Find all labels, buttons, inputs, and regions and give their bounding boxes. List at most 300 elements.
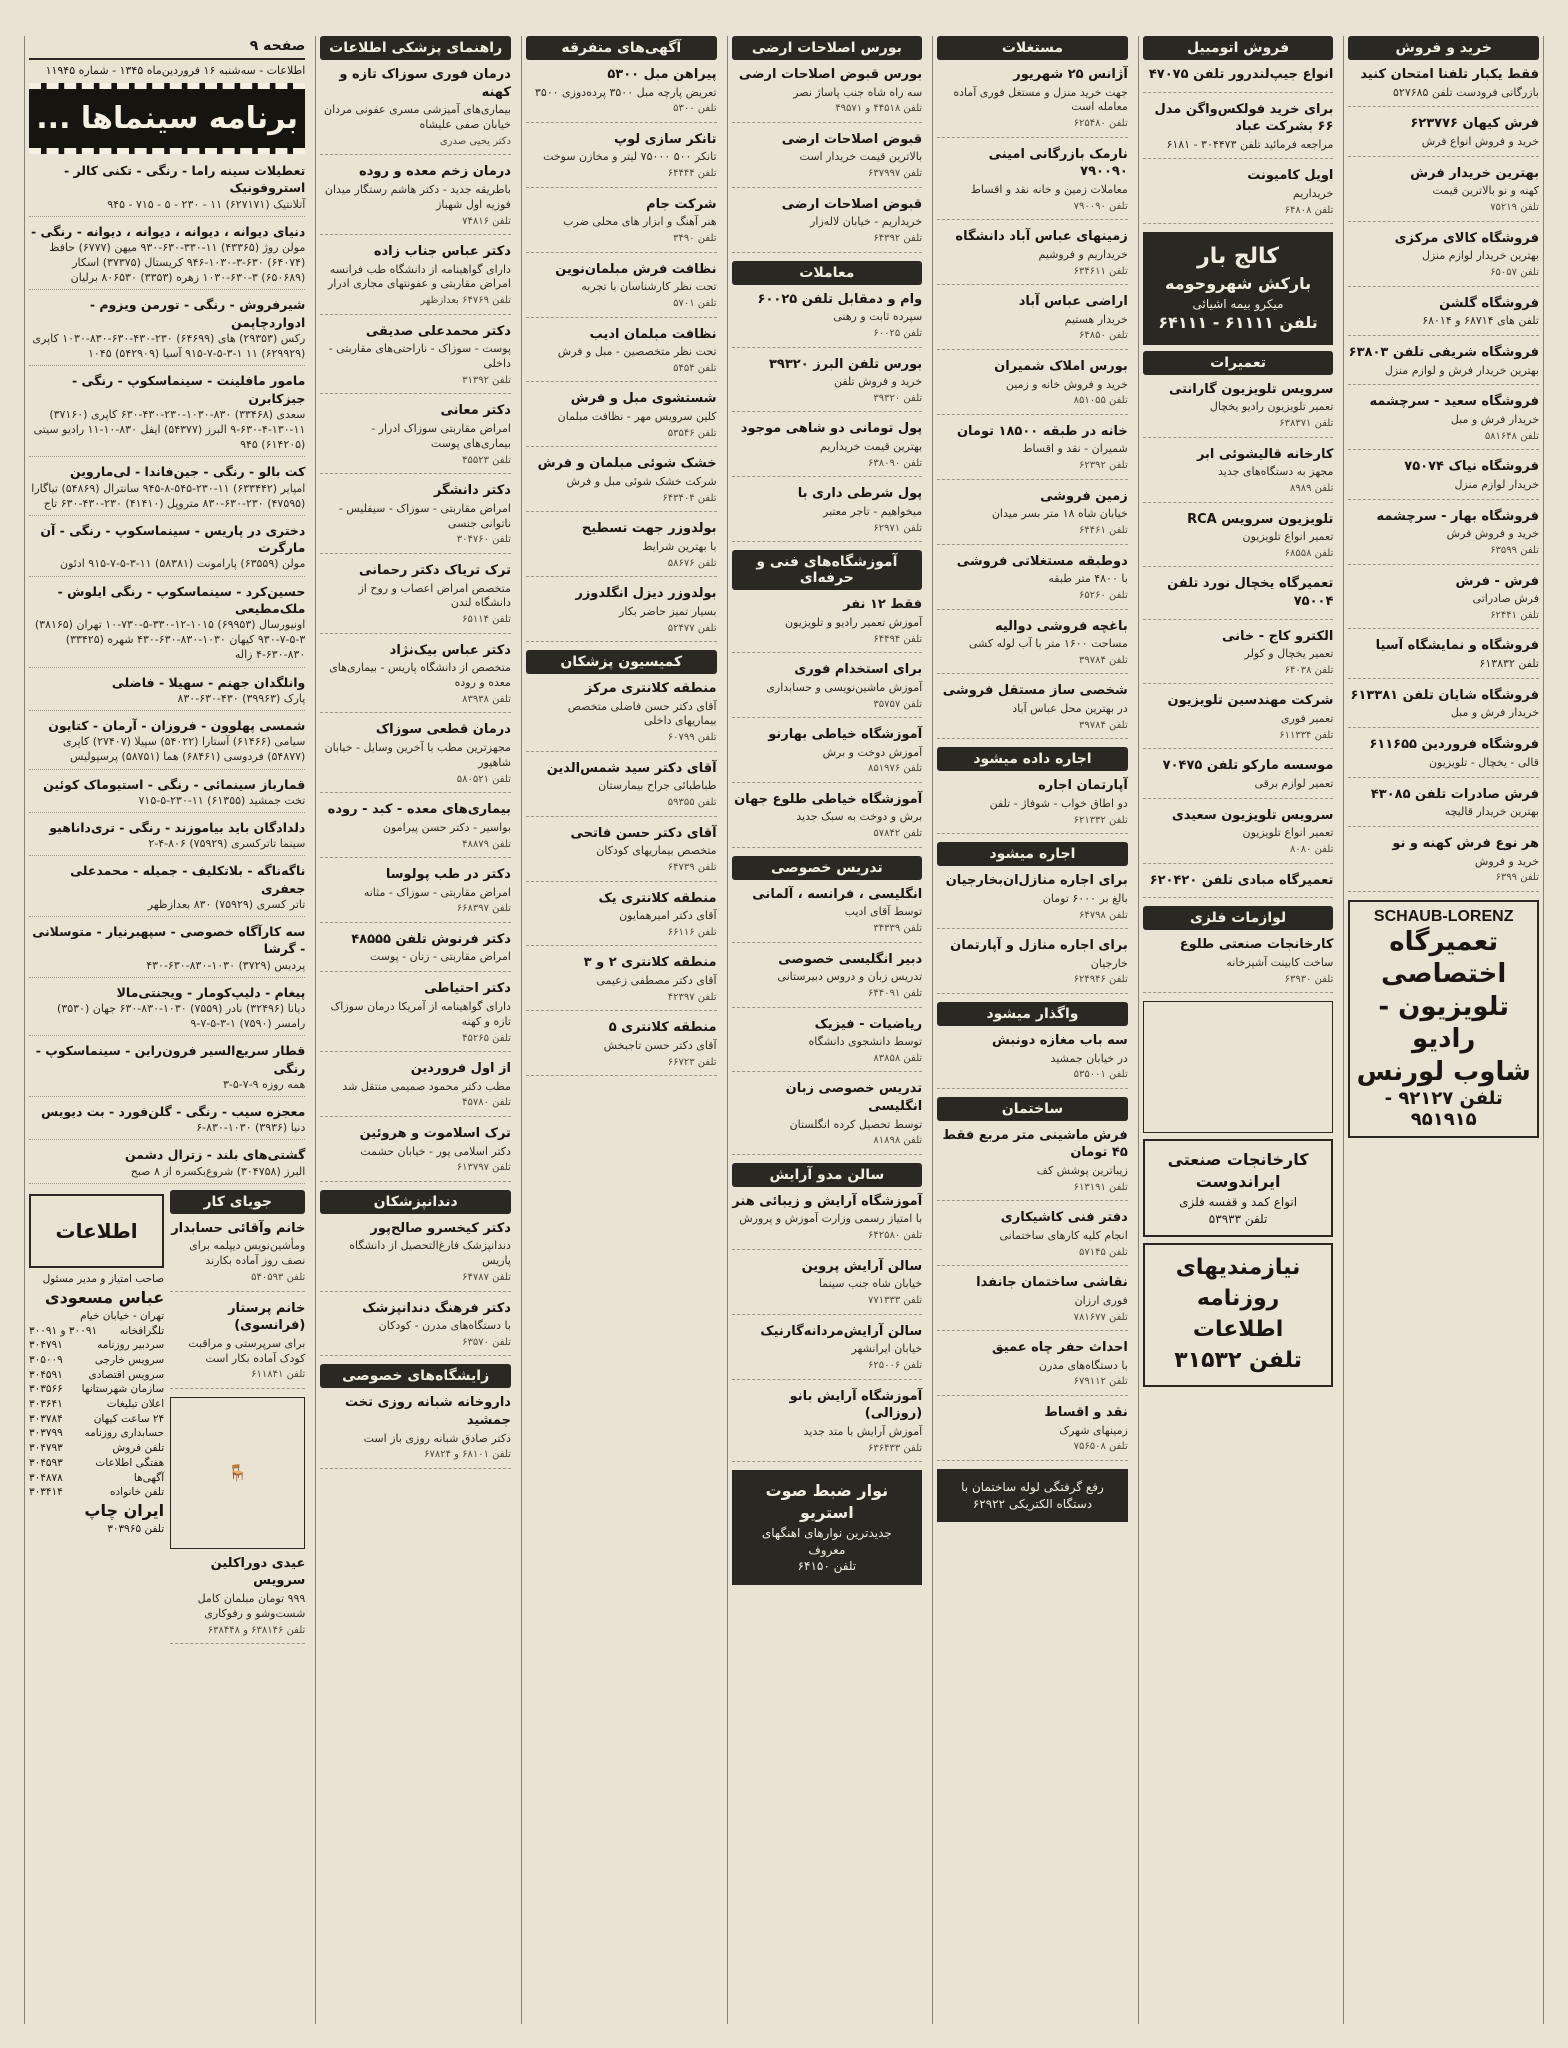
ad-contact: تلفن ۴۵۵۲۳ (462, 454, 511, 466)
cinema-listing (29, 296, 305, 366)
film-showtimes: رکس (۲۹۳۵۳) های (۶۴۶۹۹) ۲۳۰-۴۳۰-۶۳۰-۸۳۰-۱۰۳۰ کاپری (۶۲۹۹۲۹) ۱۱ ۱-۳-۵-۷-۹۱۵ آسیا (۵۴۲۹۰۹) ۱۰۴۵ (32, 331, 306, 361)
ad-title: ریاضیات - فیزیک (814, 1016, 923, 1032)
columns (24, 36, 1544, 2024)
rentals-header: مستغلات (937, 36, 1128, 60)
contact-row (29, 1324, 164, 1339)
contact-number: ۳۰۴۷۹۳ (28, 1442, 63, 1455)
classified-ad (732, 485, 923, 542)
wanted-rent-header: اجاره میشود (937, 842, 1128, 866)
cinema-listing (29, 717, 305, 770)
ad-body: کهنه و نو بالاترین قیمت (1432, 184, 1539, 198)
classified-ad (937, 146, 1128, 220)
classified-ad (170, 1220, 305, 1292)
jobs-header: جویای کار (170, 1190, 305, 1214)
classified-ad (1143, 446, 1334, 503)
film-showtimes: سیامی (۶۱۴۶۶) آستارا (۵۴۰۲۲) سپیلا (۲۷۴۰۷) کاپری (۵۴۸۷۷) فردوسی (۶۸۴۶۱) هما (۵۸۷۵۱) پرسپولیس (62, 735, 306, 764)
classified-ad (320, 721, 511, 793)
printer-name: ایران چاپ (84, 1500, 165, 1520)
classified-ad (526, 1019, 717, 1076)
appliances-header: لوازمات فلزی (1143, 906, 1334, 930)
classified-ad (1143, 757, 1334, 798)
ad-title: آموزشگاه آرایش و زیبائی هنر (732, 1193, 923, 1209)
ad-title: بولدوزر جهت تسطیح (581, 521, 717, 537)
contact-number: ۳۰۴۵۹۳ (28, 1456, 63, 1469)
classified-ad (732, 726, 923, 783)
classified-ad (732, 1258, 923, 1315)
classified-ad (732, 886, 923, 943)
classified-ad (732, 1323, 923, 1380)
needs-line-2: روزنامه اطلاعات (1192, 1286, 1284, 1342)
contact-label: سازمان شهرستانها (81, 1383, 165, 1396)
ad-contact: تلفن ۶۴۷۳۹ (667, 862, 717, 874)
ad-body: سپرده ثابت و رهنی (833, 310, 923, 324)
column-cars-repairs (1138, 36, 1338, 2024)
ad-body: تحت نظر متخصصین - مبل و فرش (557, 345, 717, 359)
ad-body: ۹۹۹ تومان مبلمان کامل شست‌وشو و رفوکاری (197, 1592, 306, 1620)
ad-title: دکتر محمدعلی صدیقی (365, 323, 511, 339)
ad-body: توسط دانشجوی دانشگاه (808, 1035, 923, 1049)
ad-title: فرش صادرات تلفن ۴۳۰۸۵ (1370, 786, 1539, 802)
ad-title: دکتر دانشگر (433, 483, 511, 499)
ad-contact: تلفن ۳۹۷۸۴ (1078, 654, 1128, 666)
ad-title: فقط ۱۲ نفر (843, 597, 923, 613)
cinema-listing (29, 223, 305, 291)
ad-body: دکتر اسلامی پور - خیابان حشمت (360, 1144, 511, 1158)
ad-contact: تلفن ۶۵۱۱۴ (462, 614, 511, 626)
owner-label: صاحب امتیاز و مدیر مسئول (42, 1272, 165, 1285)
ad-body: توسط آقای ادیب (844, 905, 923, 919)
ad-contact: تلفن ۵۸۱۶۴۸ (1484, 430, 1539, 442)
ad-contact: تلفن ۶۱۱۸۴۱ (251, 1369, 306, 1381)
ad-contact: تلفن ۵۷۰۱ (673, 298, 717, 310)
stereo-title: نوار ضبط صوت استریو (765, 1481, 889, 1523)
film-showtimes: البرز (۳۰۴۷۵۸) شروع‌یکسره از ۸ صبح (130, 1164, 306, 1178)
ad-contact: تلفن ۶۲۵۴۸۰ (1073, 118, 1128, 130)
classified-ad (1348, 66, 1539, 107)
ad-body: با بهترین شرایط (642, 539, 717, 553)
ad-contact: تلفن ۵۷۱۴۵ (1078, 1246, 1128, 1258)
ad-body: برش و دوخت به سبک جدید (796, 810, 923, 824)
contact-label: سرویس خارجی (94, 1354, 165, 1367)
ad-body: بیماری‌های آمیزشی مسری عفونی مردان خیابان صفی علیشاه (324, 103, 511, 131)
ad-body: تعمیر انواع تلویزیون (1242, 826, 1334, 840)
ad-title: کارخانه قالیشوئی ابر (1196, 446, 1334, 462)
classified-ad (1143, 167, 1334, 224)
ad-contact: تلفن ۸۵۱۹۷۶ (867, 763, 923, 775)
cinema-listing (29, 862, 305, 917)
contact-label: هفتگی اطلاعات (95, 1456, 165, 1469)
ad-body: آموزش آرایش با متد جدید (803, 1424, 923, 1438)
issue-line: اطلاعات - سه‌شنبه ۱۶ فروردین‌ماه ۱۳۴۵ - شماره ۱۱۹۴۵ (45, 64, 306, 77)
ad-contact: تلفن ۶۷۹۱۱۲ (1073, 1376, 1128, 1388)
classified-ad (320, 980, 511, 1052)
cleaning-ad (170, 1555, 305, 1644)
ad-contact: تلفن ۶۰۷۹۹ (667, 732, 717, 744)
column-buy-sell (1343, 36, 1544, 2024)
film-title: شیرفروش - رنگی - تورمن ویزوم - ادواردچاپمن (89, 297, 306, 330)
cinema-listing (29, 1103, 305, 1140)
ad-contact: تلفن ۶۴۸۰۸ (1284, 204, 1334, 216)
film-showtimes: پارک (۳۹۹۶۳) ۴۳۰-۶۳۰-۸۳۰ (177, 691, 306, 705)
contact-label: سرویس اقتصادی (88, 1368, 165, 1381)
ad-title: نارمک بازرگانی امینی ۷۹۰۰۹۰ (988, 146, 1128, 180)
classified-ad (732, 661, 923, 718)
ad-contact: تلفن ۶۲۵۰۰۶ (867, 1360, 923, 1372)
ad-body: با امتیاز رسمی وزارت آموزش و پرورش (739, 1212, 923, 1226)
film-showtimes: همه روزه ۹-۷-۵-۳ (222, 1077, 306, 1091)
ad-contact: تلفن ۴۸۸۷۹ (462, 838, 511, 850)
buy-sell-header: خرید و فروش (1348, 36, 1539, 60)
classified-ad (732, 1016, 923, 1073)
classified-ad (526, 455, 717, 512)
ad-contact: تلفن ۶۴۴۰۹۱ (867, 988, 923, 1000)
film-title: معجزه سیب - رنگی - گلن‌فورد - بت دیویس (41, 1104, 306, 1120)
film-title: قمارباز سینمائی - رنگی - استیوماک کوئین (43, 776, 306, 792)
ad-title: دکتر فرنوش تلفن ۴۸۵۵۵ (351, 931, 511, 947)
contact-number: ۳۰۴۵۹۱ (28, 1368, 63, 1381)
owner-address: تهران - خیابان خیام (80, 1309, 165, 1322)
ad-body: بسیار تمیز حاضر بکار (619, 604, 717, 618)
ad-contact: تلفن ۳۹۳۲۰ (873, 392, 923, 404)
classified-ad (1348, 508, 1539, 565)
ad-body: مجهز به دستگاه‌های جدید (1218, 465, 1334, 479)
classified-ad (937, 488, 1128, 545)
ad-title: آقای دکتر حسن فاتحی (570, 825, 717, 841)
ad-title: تعمیرگاه یخچال نورد تلفن ۷۵۰۰۴ (1167, 576, 1334, 609)
ad-body: تانکر ۵۰۰ ۷۵۰۰۰ لیتر و مخازن سوخت (543, 150, 717, 164)
ad-title: درمان قطعی سوزاک (375, 722, 511, 738)
ad-title: درمان فوری سوزاک تازه و کهنه (339, 67, 511, 100)
ad-title: پول شرطی داری با (797, 486, 923, 502)
cinema-list (29, 162, 305, 1184)
contact-number: ۳۰۳۷۸۴ (28, 1412, 63, 1425)
ad-title: آموزشگاه آرایش بانو (روزالی) (789, 1388, 923, 1422)
ad-contact: تلفن ۶۳۵۹۹ (1490, 545, 1539, 557)
film-title: قطار سریع‌السیر فرون‌راین - سینماسکوپ - رنگی (35, 1043, 306, 1076)
ad-title: بهترین خریدار فرش (1410, 165, 1539, 181)
ad-title: آموزشگاه خیاطی طلوع جهان (734, 791, 923, 807)
ad-body: بهترین قیمت خریداریم (820, 440, 923, 453)
ad-contact: تلفن ۷۵۲۱۹ (1490, 202, 1539, 214)
classified-ad (937, 1209, 1128, 1266)
film-title: دختری در پاریس - سینماسکوپ - رنگی - آن مارگرت (40, 522, 306, 556)
ad-contact: تلفن ۶۴۰۳۸ (1284, 664, 1334, 676)
ad-contact: تلفن ۵۷۸۴۲ (873, 828, 923, 840)
film-title: ناگه‌ناگه - بلاتکلیف - جمیله - محمدعلی جعفری (70, 863, 306, 896)
classified-ad (937, 423, 1128, 480)
salons-header: سالن مدو آرایش (732, 1163, 923, 1187)
ad-contact: تلفن ۳۴۳۳۹ (873, 923, 923, 935)
classified-ad (1348, 230, 1539, 287)
ad-body: خریدار فرش و مبل (1450, 706, 1539, 720)
ad-title: فرش ماشینی متر مربع فقط ۴۵ تومان (942, 1127, 1128, 1161)
contact-row (29, 1426, 164, 1441)
cinema-listing (29, 1042, 305, 1097)
ad-title: داروخانه شبانه روزی تخت جمشید (344, 1395, 511, 1429)
ad-contact: تلفن ۶۲۴۹۴۶ (1073, 974, 1128, 986)
college-bar-phone: تلفن ۶۱۱۱۱ - ۶۴۱۱۱ (1158, 313, 1318, 333)
clinics-header: کمیسیون پزشکان (526, 650, 717, 674)
column-misc-clinics (521, 36, 721, 2024)
ad-title: فروشگاه کالای مرکزی (1394, 230, 1539, 246)
film-showtimes: سینما تاترکسری (۷۵۹۲۹) ۸۰۶-۴-۲ (148, 837, 306, 851)
ad-title: خانه در طبقه ۱۸۵۰۰ تومان (956, 423, 1128, 439)
ad-body: خرید و فروش تلفن (833, 375, 923, 389)
ad-title: منطقه کلانتری ۵ (608, 1020, 717, 1036)
ad-title: منطقه کلانتری یک (598, 890, 717, 906)
ad-contact: تلفن ۷۷۱۳۳۳ (867, 1295, 923, 1307)
classified-ad (320, 482, 511, 554)
classified-ad (732, 291, 923, 348)
cinema-listing (29, 1146, 305, 1183)
ad-body: هنر آهنگ و ابزار های محلی ضرب (563, 215, 717, 229)
cinema-listing (29, 776, 305, 813)
ad-title: از اول فروردین (410, 1061, 511, 1077)
ad-body: امراض مقاربتی - سوزاک - مثانه (363, 885, 511, 899)
ad-contact: تلفن ۶۳۸۳۷۱ (1279, 418, 1334, 430)
ad-title: اویل کامیونت (1247, 168, 1334, 184)
ad-body: آقای دکتر مصطفی زعیمی (596, 973, 717, 987)
ad-contact: تلفن ۶۴۴۶۱ (1078, 525, 1128, 537)
ad-body: بازرگانی فرودست تلفن ۵۲۷۶۸۵ (1393, 85, 1539, 99)
ad-title: فروشگاه و نمایشگاه آسیا (1375, 638, 1539, 654)
film-title: تعطیلات سینه راما - رنگی - تکنی کالر - استروفونیک (63, 163, 306, 196)
classified-ad (1348, 835, 1539, 892)
ad-body: دندانپزشک فارغ‌التحصیل از دانشگاه پاریس (349, 1239, 511, 1268)
ad-title: فرش - فرش (1455, 573, 1539, 589)
classified-ad (732, 596, 923, 653)
ad-title: انگلیسی ، فرانسه ، آلمانی (752, 886, 923, 902)
ad-contact: تلفن ۶۶۷۲۳ (667, 1056, 717, 1068)
ad-contact: تلفن ۶۱۳۷۹۷ (456, 1162, 511, 1174)
ad-body: آموزش ماشین‌نویسی و حسابداری (766, 680, 923, 694)
owner-name: عباس مسعودی (44, 1287, 165, 1307)
ad-contact: تلفن ۵۳۵۰۰۱ (1073, 1069, 1128, 1081)
ad-contact: تلفن ۶۳۹۹ (1495, 872, 1539, 884)
classified-ad (526, 66, 717, 123)
ad-body: خرید و فروش فرش (1446, 527, 1539, 541)
ad-title: فروشگاه شریفی تلفن ۶۳۸۰۳ (1348, 344, 1539, 360)
ad-title: فروشگاه شایان تلفن ۶۱۳۳۸۱ (1350, 687, 1539, 703)
tv-line-3: شاوب لورنس (1356, 1056, 1531, 1087)
dentists-header: دندانپزشکان (320, 1190, 511, 1214)
classified-ad (1348, 687, 1539, 728)
ad-title: سرویس تلویزیون گارانتی (1168, 381, 1334, 397)
classified-ad (526, 825, 717, 882)
ad-title: بیماری‌های معده - کبد - روده (327, 802, 511, 818)
ad-contact: تلفن ۳۵۷۵۷ (873, 698, 923, 710)
classified-ad (320, 562, 511, 634)
ad-body: قالی - یخچال - تلویزیون (1429, 755, 1539, 769)
ad-title: شرکت جام (646, 196, 717, 212)
ad-body: آقای دکتر امیرهمایون (619, 909, 717, 923)
classified-ad (1143, 872, 1334, 899)
ad-title: دکتر فرهنگ دندانپزشک (362, 1300, 511, 1316)
classified-ad (320, 323, 511, 395)
ad-title: درمان زخم معده و روده (359, 164, 511, 180)
film-showtimes: سعدی (۳۳۴۶۸) ۸۳۰-۱۰۳۰-۲۳۰-۴۳۰-۶۳۰ کاپری (۳۷۱۶۰) ۱۱-۱۳۰-۴-۶۳۰-۹ البرز (۵۴۳۷۷) ایفل ۸۳۰-۱۰-۱۱ رادیو سیتی (۶۱۴۲۰۵) ۹۴۵ (33, 407, 306, 452)
ad-title: بورس تلفن البرز ۳۹۳۲۰ (768, 356, 923, 372)
column-cinemas (24, 36, 309, 2024)
ad-body: مساحت ۱۶۰۰ متر با آب لوله کشی (968, 637, 1128, 651)
classified-ad (170, 1300, 305, 1389)
iranstrust-body: انواع کمد و قفسه فلزی (1179, 1194, 1298, 1209)
ad-body: مراجعه فرمائید تلفن ۳۰۴۴۷۳ - ۶۱۸۱ (1166, 137, 1334, 151)
ad-body: فوری ارزان (1074, 1293, 1128, 1307)
ad-body: تعمیر یخچال و کولر (1244, 647, 1334, 661)
classified-ad (526, 390, 717, 447)
doctors-header: راهنمای پزشکی اطلاعات (320, 36, 511, 60)
ad-body: سه راه شاه جنب پاساژ نصر (793, 85, 923, 99)
ad-body: انجام کلیه کارهای ساختمانی (999, 1228, 1128, 1242)
classified-ad (937, 358, 1128, 415)
ad-body: خرید و فروش خانه و زمین (1005, 377, 1128, 391)
ad-title: سالن آرایش پروین (801, 1258, 923, 1274)
classified-ad (1143, 936, 1334, 993)
ad-title: تدریس خصوصی زبان انگلیسی (785, 1081, 923, 1115)
ad-title: فروشگاه بهار - سرچشمه (1376, 508, 1539, 524)
cinema-listing (29, 162, 305, 217)
ad-body: امراض مقاربتی سوزاک ادرار - بیماری‌های پوست (371, 422, 511, 450)
ad-body: خریداریم (1292, 187, 1334, 201)
ad-title: باغچه فروشی دوالیه (994, 618, 1128, 634)
ad-body: زیباترین پوشش کف (1036, 1163, 1128, 1177)
classified-ad (937, 66, 1128, 138)
ad-title: انواع جیپ‌لندرور تلفن ۴۷۰۷۵ (1148, 67, 1334, 82)
ad-title: کارخانجات صنعتی طلوع (1179, 937, 1334, 953)
classified-ad (320, 1125, 511, 1182)
ad-body: بهترین خریدار قالیچه (1444, 805, 1539, 819)
film-showtimes: تخت جمشید (۶۱۳۵۵) ۱۱-۲۳۰-۵-۷۱۵ (138, 793, 306, 807)
stereo-phone: تلفن ۶۴۱۵۰ (797, 1559, 857, 1574)
ad-body: خرید و فروش (1474, 854, 1539, 868)
film-title: سه کارآگاه خصوصی - سپهبرنیار - متوسلانی - گرشا (32, 924, 306, 957)
ad-contact: تلفن ۴۲۳۹۷ (667, 991, 717, 1003)
ad-title: آژانس ۲۵ شهریور (1013, 67, 1128, 82)
ad-body: تلفن های ۶۸۷۱۴ و ۶۸۰۱۴ (1422, 314, 1539, 328)
ad-title: فقط یکبار تلفنا امتحان کنید (1360, 67, 1539, 82)
ad-body: بالاترین قیمت خریدار است (799, 150, 923, 164)
classified-ad (732, 951, 923, 1008)
ad-title: فروشگاه فروردین ۶۱۱۶۵۵ (1369, 737, 1539, 753)
contact-label: ۲۴ ساعت کیهان (93, 1412, 165, 1425)
ad-body: دارای گواهینامه از دانشگاه طب فرانسه امراض مقاربتی و عفونتهای مجاری ادرار (327, 262, 511, 291)
for-rent-header: اجاره داده میشود (937, 747, 1128, 771)
ad-contact: تلفن ۷۹۰۰۹۰ (1073, 200, 1128, 212)
ad-contact: تلفن ۴۵۷۸۰ (462, 1097, 511, 1109)
classified-ad (1348, 165, 1539, 222)
classified-ad (937, 1404, 1128, 1461)
ad-contact: تلفن ۶۰۰۲۵ (873, 328, 923, 340)
contact-number: ۳۰۰۹۱ و ۳۰۰۹۱ (28, 1324, 98, 1337)
cinema-listing (29, 923, 305, 978)
ad-contact: تلفن ۶۳۹۳۰ (1284, 973, 1334, 985)
ad-title: تعمیرگاه مبادی تلفن ۶۲۰۴۲۰ (1149, 872, 1334, 888)
ad-contact: تلفن ۶۶۸۳۹۷ (456, 903, 511, 915)
ad-title: دکتر احتیاطی (424, 981, 511, 997)
ad-body: مطب دکتر محمود صمیمی منتقل شد (342, 1079, 511, 1093)
classified-ad (526, 585, 717, 642)
ad-body: دکتر صادق شبانه روزی باز است (363, 1431, 511, 1445)
ad-contact: تلفن ۶۶۱۱۶ (667, 926, 717, 938)
classified-ad (1348, 786, 1539, 827)
ad-body: ومأشین‌نویس دیپلمه برای نصف روز آماده بکارند (189, 1239, 306, 1268)
ad-title: سالن آرایش‌مردانه‌گارنیک (760, 1323, 923, 1339)
classified-ad (320, 1060, 511, 1117)
ad-body: خریدار فرش و مبل (1450, 412, 1539, 426)
ad-contact: تلفن ۶۴۳۴۰۴ (662, 492, 717, 504)
film-title: مامور مافلینت - سینماسکوپ - رنگی - جیزکابرن (71, 373, 306, 406)
ad-contact: تلفن ۳۰۴۷۶۰ (456, 534, 511, 546)
contact-row (29, 1397, 164, 1412)
ad-body: آموزش تعمیر رادیو و تلویزیون (785, 615, 923, 629)
ad-title: نقد و اقساط (1044, 1404, 1128, 1420)
ad-body: امراض مقاربتی - سوزاک - سیفلیس - ناتوانی جنسی (338, 501, 511, 530)
ad-title: دوطبقه مستغلاتی فروشی (956, 553, 1128, 569)
classified-ad (320, 801, 511, 858)
ad-title: شخصی ساز مستقل فروشی (942, 683, 1128, 699)
contact-label: حسابداری روزنامه (84, 1427, 165, 1440)
ad-contact: تلفن ۶۲۴۴۱ (1490, 609, 1539, 621)
ad-contact: تلفن ۳۹۷۸۴ (1078, 719, 1128, 731)
ad-body: بواسیر - دکتر حسن پیرامون (382, 820, 511, 834)
classified-ad (732, 196, 923, 253)
classified-ad (1348, 637, 1539, 678)
ad-contact: تلفن ۶۴۷۸۷ (462, 1272, 511, 1284)
repairs-header: تعمیرات (1143, 351, 1334, 375)
ad-body: خریداریم - خیابان لاله‌زار (810, 215, 923, 229)
ad-body: تعمیر انواع تلویزیون (1242, 530, 1334, 544)
ad-contact: تلفن ۸۵۱۰۵۵ (1073, 395, 1128, 407)
film-showtimes: امپایر (۶۳۳۴۴۲) ۱۱-۲۳۰-۵۴۵-۸-۹۴۵ سانترال (۵۴۸۶۹) تیاگارا (۴۷۵۹۵) ۲۳۰-۶۳۰-۸۳۰ متروپل (۴۱۴۱۰) ۲۳۰-۴۳۰-۶۳۰ تاج (31, 481, 306, 510)
ad-contact: تلفن ۶۲۳۹۲ (1078, 460, 1128, 472)
ad-contact: تلفن ۷۵۶۵۰۸ (1073, 1441, 1128, 1453)
classified-ad (526, 196, 717, 253)
ad-title: نقاشی ساختمان جانفدا (976, 1275, 1128, 1291)
ad-contact: تلفن ۶۳۶۴۳۳ (867, 1442, 923, 1454)
classified-ad (1143, 692, 1334, 749)
ad-body: خیابان ایرانشهر (851, 1342, 923, 1356)
cars-header: فروش اتومبیل (1143, 36, 1334, 60)
trade-header: معاملات (732, 261, 923, 285)
ad-title: برای خرید فولکس‌واگن مدل ۶۶ بشرکت عباد (1154, 101, 1334, 135)
ad-contact: تلفن ۵۸۶۷۶ (667, 557, 717, 569)
ad-title: شستشوی مبل و فرش (570, 391, 717, 407)
ad-contact: تلفن ۶۴۳۹۲ (873, 233, 923, 245)
contact-number: ۳۰۴۷۹۱ (28, 1339, 63, 1352)
ad-contact: تلفن ۷۴۸۱۶ (462, 215, 511, 227)
classified-ad (1143, 807, 1334, 864)
ad-body: شمیران - نقد و اقساط (1022, 442, 1128, 456)
contact-number: ۳۰۳۵۶۶ (28, 1383, 63, 1396)
ad-body: دو اطاق خواب - شوفاژ - تلفن (989, 796, 1128, 810)
contact-label: تلفن خانواده (109, 1486, 165, 1499)
ad-title: عیدی دوراکلین سرویس (210, 1555, 306, 1589)
college-bar-name: کالج بار (1197, 244, 1280, 270)
ad-body: زمینهای شهرک (1059, 1423, 1128, 1437)
ad-title: قبوض اصلاحات ارضی (781, 131, 923, 147)
ad-contact: تلفن ۶۳۵۷۰ (462, 1336, 511, 1348)
classified-ad (937, 1127, 1128, 1201)
contact-label: تلگرافخانه (119, 1324, 165, 1337)
classified-ad (937, 937, 1128, 994)
contact-row (29, 1353, 164, 1368)
needs-ad (1143, 1243, 1334, 1386)
ad-contact: تلفن ۶۳۸۱۴۶ و ۶۳۸۴۴۸ (207, 1624, 306, 1636)
ad-title: فرش کیهان ۶۲۳۷۷۶ (1410, 116, 1539, 132)
ad-contact: تلفن ۵۴۰۵۹۳ (251, 1272, 306, 1284)
ad-title: دکتر در طب پولوسا (385, 867, 511, 883)
